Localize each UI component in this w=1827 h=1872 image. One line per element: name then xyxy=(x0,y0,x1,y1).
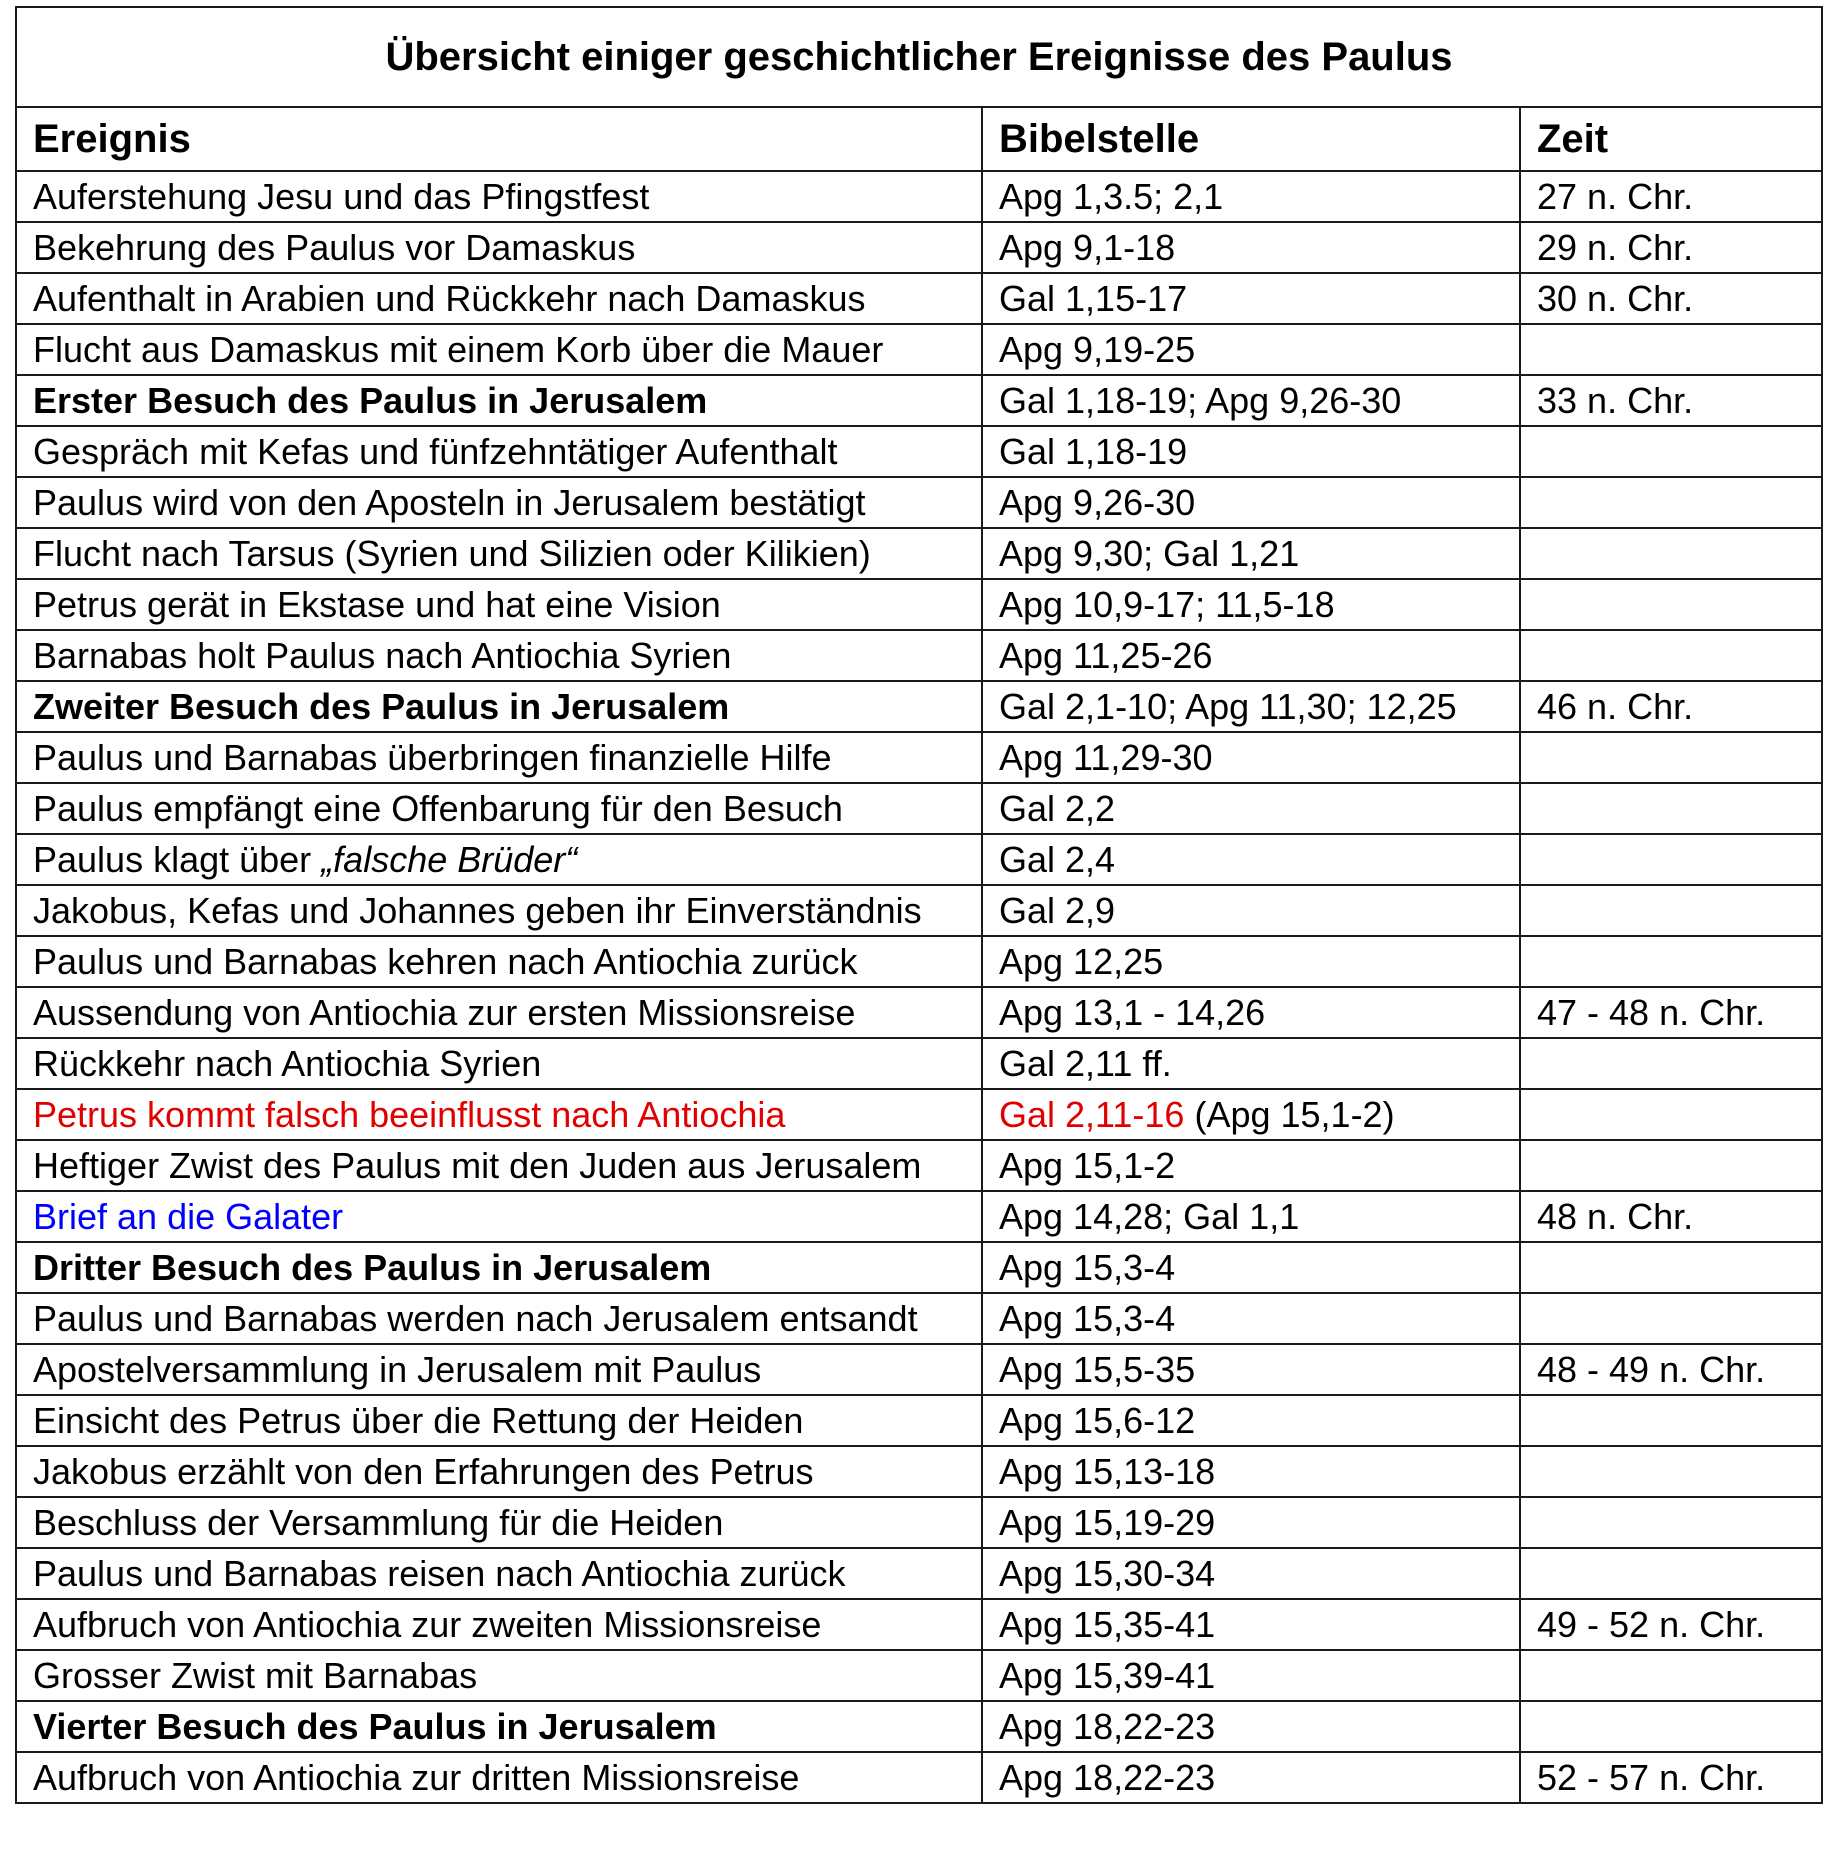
reference-cell: Apg 15,30-34 xyxy=(982,1548,1520,1599)
table-row xyxy=(16,936,1822,987)
time-cell xyxy=(1520,1701,1822,1752)
reference-extra: (Apg 15,1-2) xyxy=(1184,1094,1395,1135)
reference-cell: Gal 2,2 xyxy=(982,783,1520,834)
reference-cell: Gal 1,15-17 xyxy=(982,273,1520,324)
time-cell xyxy=(1520,579,1822,630)
table-title: Übersicht einiger geschichtlicher Ereignisse des Paulus xyxy=(16,7,1822,107)
reference-cell: Apg 11,25-26 xyxy=(982,630,1520,681)
table-row xyxy=(16,1650,1822,1701)
reference-cell: Apg 15,1-2 xyxy=(982,1140,1520,1191)
event-cell: Aufenthalt in Arabien und Rückkehr nach Damaskus xyxy=(16,273,982,324)
time-cell xyxy=(1520,936,1822,987)
event-cell: Paulus und Barnabas werden nach Jerusalem entsandt xyxy=(16,1293,982,1344)
event-cell: Auferstehung Jesu und das Pfingstfest xyxy=(16,171,982,222)
reference-cell: Apg 15,5-35 xyxy=(982,1344,1520,1395)
table-row xyxy=(16,1497,1822,1548)
table-row xyxy=(16,681,1822,732)
time-cell xyxy=(1520,630,1822,681)
event-cell: Paulus wird von den Aposteln in Jerusalem bestätigt xyxy=(16,477,982,528)
table-row xyxy=(16,477,1822,528)
table-row xyxy=(16,273,1822,324)
reference-cell: Apg 9,30; Gal 1,21 xyxy=(982,528,1520,579)
reference-cell: Apg 18,22-23 xyxy=(982,1752,1520,1803)
time-cell xyxy=(1520,1089,1822,1140)
time-cell xyxy=(1520,1395,1822,1446)
reference-cell: Apg 15,3-4 xyxy=(982,1293,1520,1344)
time-cell xyxy=(1520,1650,1822,1701)
event-cell: Dritter Besuch des Paulus in Jerusalem xyxy=(16,1242,982,1293)
time-cell: 30 n. Chr. xyxy=(1520,273,1822,324)
event-cell: Paulus empfängt eine Offenbarung für den Besuch xyxy=(16,783,982,834)
reference-cell: Apg 15,39-41 xyxy=(982,1650,1520,1701)
event-cell: Barnabas holt Paulus nach Antiochia Syrien xyxy=(16,630,982,681)
table-row xyxy=(16,528,1822,579)
table-row xyxy=(16,1548,1822,1599)
event-cell: Gespräch mit Kefas und fünfzehntätiger Aufenthalt xyxy=(16,426,982,477)
time-cell xyxy=(1520,324,1822,375)
event-text: Paulus klagt über xyxy=(33,839,322,880)
event-cell: Paulus und Barnabas reisen nach Antiochia zurück xyxy=(16,1548,982,1599)
event-cell: Brief an die Galater xyxy=(16,1191,982,1242)
time-cell xyxy=(1520,783,1822,834)
reference-cell: Apg 15,3-4 xyxy=(982,1242,1520,1293)
reference-cell: Apg 15,6-12 xyxy=(982,1395,1520,1446)
table-row xyxy=(16,171,1822,222)
reference-cell: Apg 15,35-41 xyxy=(982,1599,1520,1650)
time-cell xyxy=(1520,528,1822,579)
event-cell: Heftiger Zwist des Paulus mit den Juden aus Jerusalem xyxy=(16,1140,982,1191)
time-cell: 49 - 52 n. Chr. xyxy=(1520,1599,1822,1650)
reference-cell: Apg 13,1 - 14,26 xyxy=(982,987,1520,1038)
time-cell: 46 n. Chr. xyxy=(1520,681,1822,732)
table-row xyxy=(16,1089,1822,1140)
table-row xyxy=(16,1701,1822,1752)
reference-cell: Apg 9,19-25 xyxy=(982,324,1520,375)
table-row xyxy=(16,885,1822,936)
header-row xyxy=(16,107,1822,171)
event-cell: Bekehrung des Paulus vor Damaskus xyxy=(16,222,982,273)
reference-cell: Gal 1,18-19; Apg 9,26-30 xyxy=(982,375,1520,426)
table-row xyxy=(16,783,1822,834)
event-cell: Petrus kommt falsch beeinflusst nach Antiochia xyxy=(16,1089,982,1140)
event-cell: Flucht nach Tarsus (Syrien und Silizien oder Kilikien) xyxy=(16,528,982,579)
table-row xyxy=(16,834,1822,885)
table-row xyxy=(16,324,1822,375)
time-cell xyxy=(1520,1446,1822,1497)
reference-cell: Apg 18,22-23 xyxy=(982,1701,1520,1752)
table-row xyxy=(16,1293,1822,1344)
table-row xyxy=(16,426,1822,477)
event-cell: Aufbruch von Antiochia zur dritten Missionsreise xyxy=(16,1752,982,1803)
event-cell: Rückkehr nach Antiochia Syrien xyxy=(16,1038,982,1089)
table-row xyxy=(16,1242,1822,1293)
event-italic-quote: „falsche Brüder“ xyxy=(321,839,578,880)
time-cell xyxy=(1520,834,1822,885)
time-cell xyxy=(1520,1242,1822,1293)
time-cell: 48 - 49 n. Chr. xyxy=(1520,1344,1822,1395)
time-cell: 48 n. Chr. xyxy=(1520,1191,1822,1242)
table-row xyxy=(16,1344,1822,1395)
event-cell: Aussendung von Antiochia zur ersten Missionsreise xyxy=(16,987,982,1038)
table-row xyxy=(16,1191,1822,1242)
time-cell xyxy=(1520,426,1822,477)
event-cell: Jakobus, Kefas und Johannes geben ihr Einverständnis xyxy=(16,885,982,936)
reference-cell: Gal 2,1-10; Apg 11,30; 12,25 xyxy=(982,681,1520,732)
time-cell: 47 - 48 n. Chr. xyxy=(1520,987,1822,1038)
time-cell xyxy=(1520,1038,1822,1089)
reference-cell: Gal 2,9 xyxy=(982,885,1520,936)
event-cell: Aufbruch von Antiochia zur zweiten Missionsreise xyxy=(16,1599,982,1650)
event-cell: Petrus gerät in Ekstase und hat eine Vision xyxy=(16,579,982,630)
time-cell: 52 - 57 n. Chr. xyxy=(1520,1752,1822,1803)
time-cell xyxy=(1520,477,1822,528)
time-cell xyxy=(1520,885,1822,936)
time-cell xyxy=(1520,1548,1822,1599)
event-cell: Grosser Zwist mit Barnabas xyxy=(16,1650,982,1701)
table-row xyxy=(16,630,1822,681)
event-cell: Zweiter Besuch des Paulus in Jerusalem xyxy=(16,681,982,732)
table-row xyxy=(16,1446,1822,1497)
event-cell: Einsicht des Petrus über die Rettung der Heiden xyxy=(16,1395,982,1446)
header-reference: Bibelstelle xyxy=(982,107,1520,171)
reference-cell: Gal 1,18-19 xyxy=(982,426,1520,477)
reference-cell: Apg 15,19-29 xyxy=(982,1497,1520,1548)
event-cell: Apostelversammlung in Jerusalem mit Paulus xyxy=(16,1344,982,1395)
reference-cell xyxy=(982,1089,1520,1140)
table-row xyxy=(16,1038,1822,1089)
event-cell: Paulus und Barnabas überbringen finanzielle Hilfe xyxy=(16,732,982,783)
header-time: Zeit xyxy=(1520,107,1822,171)
event-cell: Erster Besuch des Paulus in Jerusalem xyxy=(16,375,982,426)
table-row xyxy=(16,375,1822,426)
table-row xyxy=(16,579,1822,630)
table-row xyxy=(16,222,1822,273)
time-cell: 33 n. Chr. xyxy=(1520,375,1822,426)
reference-highlight: Gal 2,11-16 xyxy=(999,1094,1185,1135)
reference-cell: Apg 1,3.5; 2,1 xyxy=(982,171,1520,222)
time-cell xyxy=(1520,732,1822,783)
table-row xyxy=(16,987,1822,1038)
table-row xyxy=(16,732,1822,783)
time-cell: 27 n. Chr. xyxy=(1520,171,1822,222)
header-event: Ereignis xyxy=(16,107,982,171)
event-cell: Vierter Besuch des Paulus in Jerusalem xyxy=(16,1701,982,1752)
time-cell: 29 n. Chr. xyxy=(1520,222,1822,273)
reference-cell: Apg 9,26-30 xyxy=(982,477,1520,528)
title-row xyxy=(16,7,1822,107)
event-cell: Paulus und Barnabas kehren nach Antiochia zurück xyxy=(16,936,982,987)
reference-cell: Apg 14,28; Gal 1,1 xyxy=(982,1191,1520,1242)
event-cell: Jakobus erzählt von den Erfahrungen des Petrus xyxy=(16,1446,982,1497)
event-cell: Beschluss der Versammlung für die Heiden xyxy=(16,1497,982,1548)
event-cell: Flucht aus Damaskus mit einem Korb über die Mauer xyxy=(16,324,982,375)
reference-cell: Apg 12,25 xyxy=(982,936,1520,987)
events-table xyxy=(15,6,1823,1804)
reference-cell: Apg 9,1-18 xyxy=(982,222,1520,273)
table-body xyxy=(16,171,1822,1803)
table-row xyxy=(16,1752,1822,1803)
reference-cell: Gal 2,11 ff. xyxy=(982,1038,1520,1089)
time-cell xyxy=(1520,1140,1822,1191)
time-cell xyxy=(1520,1293,1822,1344)
table-container xyxy=(15,6,1823,1804)
event-cell xyxy=(16,834,982,885)
table-row xyxy=(16,1599,1822,1650)
reference-cell: Gal 2,4 xyxy=(982,834,1520,885)
time-cell xyxy=(1520,1497,1822,1548)
reference-cell: Apg 15,13-18 xyxy=(982,1446,1520,1497)
table-row xyxy=(16,1395,1822,1446)
table-row xyxy=(16,1140,1822,1191)
reference-cell: Apg 11,29-30 xyxy=(982,732,1520,783)
reference-cell: Apg 10,9-17; 11,5-18 xyxy=(982,579,1520,630)
